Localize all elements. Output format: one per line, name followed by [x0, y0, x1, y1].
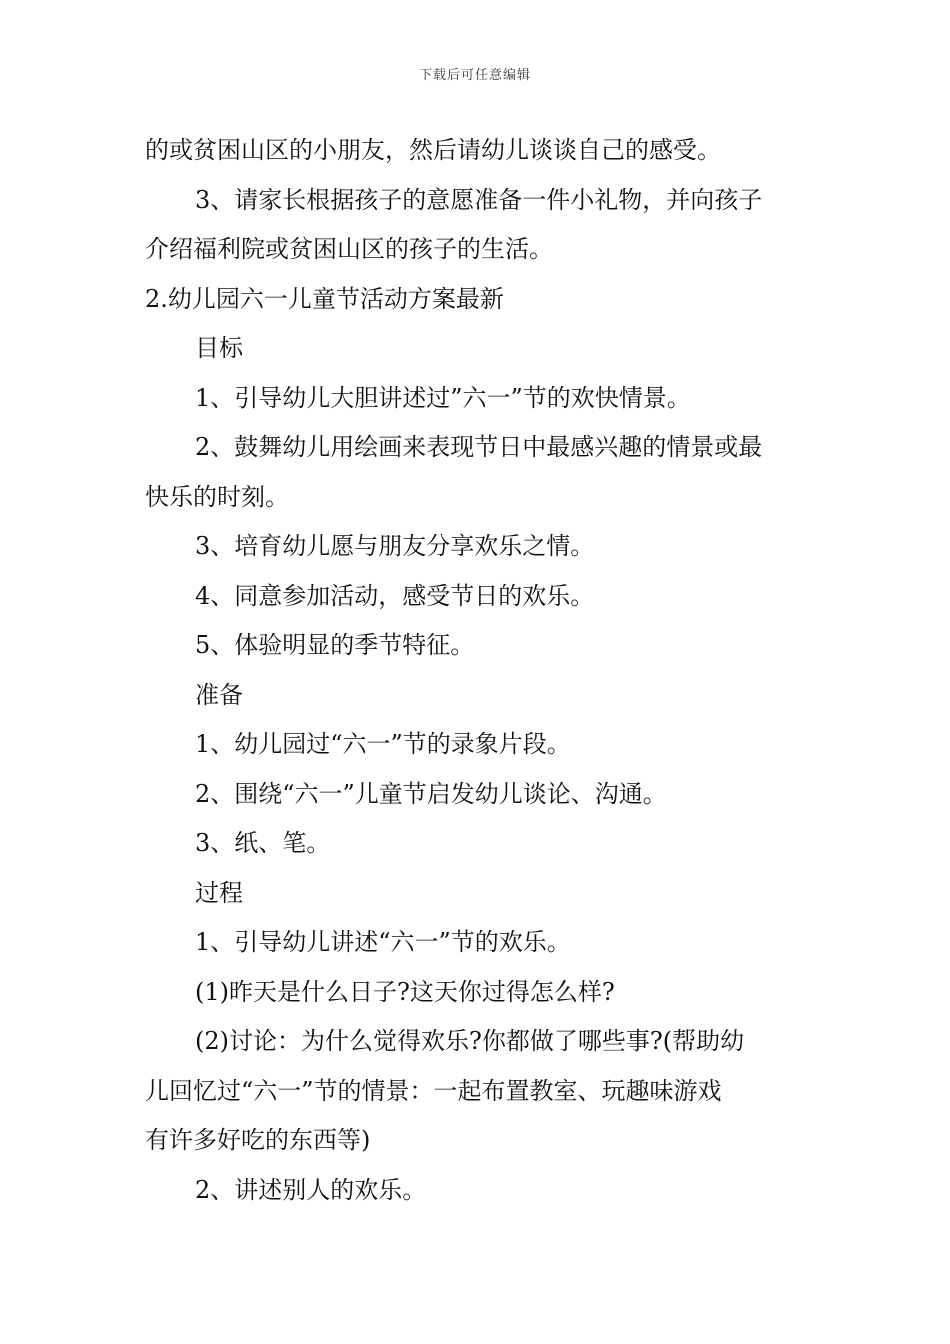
subheading-process: 过程: [195, 878, 243, 907]
text-line: 3、纸、笔。: [195, 829, 331, 857]
subheading-goal: 目标: [195, 334, 243, 362]
text-line: 2、讲述别人的欢乐。: [195, 1175, 427, 1204]
text-line: (2)讨论：为什么觉得欢乐?你都做了哪些事?(帮助幼: [195, 1027, 745, 1055]
text-line: 4、同意参加活动，感受节日的欢乐。: [195, 581, 595, 610]
text-line: 儿回忆过“六一”节的情景：一起布置教室、玩趣味游戏: [145, 1076, 722, 1105]
text-line: 有许多好吃的东西等): [145, 1126, 371, 1154]
section-heading: 2.幼儿园六一儿童节活动方案最新: [145, 284, 504, 313]
subheading-preparation: 准备: [195, 680, 243, 709]
text-line: (1)昨天是什么日子?这天你过得怎么样?: [195, 977, 615, 1006]
document-body: [145, 126, 810, 1215]
text-line: 3、请家长根据孩子的意愿准备一件小礼物，并向孩子: [195, 185, 763, 214]
text-line: 5、体验明显的季节特征。: [195, 631, 475, 659]
text-line: 介绍福利院或贫困山区的孩子的生活。: [145, 235, 553, 263]
text-line: 1、幼儿园过“六一”节的录象片段。: [195, 730, 571, 758]
text-line: 1、引导幼儿讲述“六一”节的欢乐。: [195, 928, 571, 956]
text-line: 快乐的时刻。: [145, 482, 289, 511]
text-line: 的或贫困山区的小朋友，然后请幼儿谈谈自己的感受。: [145, 136, 721, 164]
page-header: 下载后可任意编辑: [418, 68, 531, 83]
text-line: 2、鼓舞幼儿用绘画来表现节日中最感兴趣的情景或最: [195, 433, 763, 461]
text-line: 1、引导幼儿大胆讲述过”六一”节的欢快情景。: [195, 383, 691, 412]
text-line: 2、围绕“六一”儿童节启发幼儿谈论、沟通。: [195, 779, 667, 808]
text-line: 3、培育幼儿愿与朋友分享欢乐之情。: [195, 532, 595, 560]
